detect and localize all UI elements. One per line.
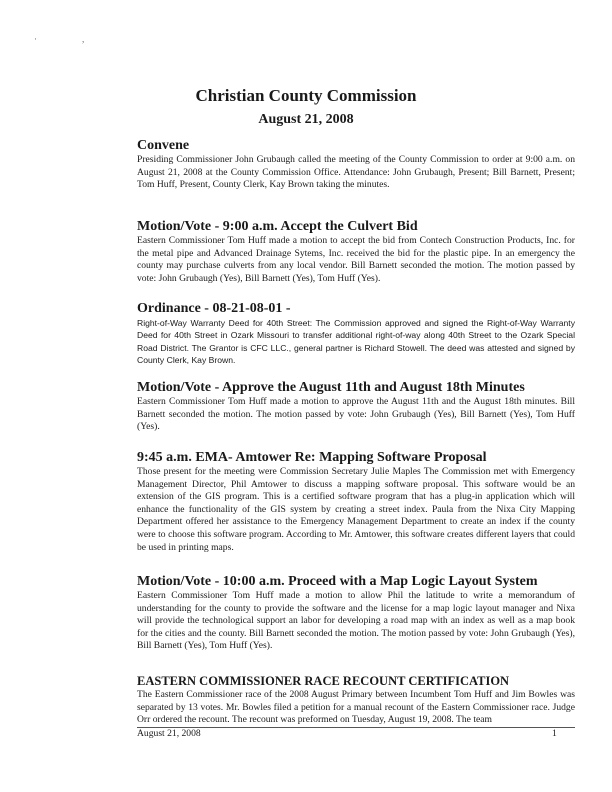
section-body: Eastern Commissioner Tom Huff made a motion to approve the August 11th and the August 18th minutes. Bill Barnett seconded the motion. The motion passed by vote: John Grubaugh (Yes), Bill Barnett (Yes), Tom Huff (Yes). <box>137 396 575 433</box>
section-mapping-software <box>137 450 575 554</box>
section-body: Those present for the meeting were Commission Secretary Julie Maples The Commission met with Emergency Management Director, Phil Amtower to discuss a mapping software proposal. This software would be an extension of the GIS program. This is a certified software program that has a plug-in application which will enhance the functionality of the GIS system by creating a street index. Paula from the Nixa City Mapping Department offered her assistance to the Emergency Management Department to create an index if the county were to choose this software program. According to Mr. Amtower, this software creates different layers that could be used in printing maps. <box>137 466 575 553</box>
section-body: Eastern Commissioner Tom Huff made a motion to accept the bid from Contech Construction Products, Inc. for the metal pipe and Advanced Drainage Sytems, Inc. received the bid for the plastic pipe. In an emergency the county may purchase culverts from any local vendor. Bill Barnett seconded the motion. The motion passed by vote: John Grubaugh (Yes), Bill Barnett (Yes), Tom Huff (Yes). <box>137 235 575 284</box>
document-date: August 21, 2008 <box>258 112 354 127</box>
section-heading: Motion/Vote - 9:00 a.m. Accept the Culvert Bid <box>137 219 418 234</box>
section-culvert-bid <box>137 219 575 285</box>
scan-specks: · , <box>34 34 85 44</box>
section-body: Eastern Commissioner Tom Huff made a motion to allow Phil the latitude to write a memorandum of understanding for the county to provide the software and the license for a map logic layout manager and Nixa will provide the technological support an labor for developing a road map with an index as well as a map book for the cities and the county. Bill Barnett seconded the motion. The motion passed by vote: John Grubaugh (Yes), Bill Barnett (Yes), Tom Huff (Yes). <box>137 590 575 652</box>
footer-date: August 21, 2008 <box>137 728 201 739</box>
section-heading: Convene <box>137 138 190 153</box>
section-heading: 9:45 a.m. EMA- Amtower Re: Mapping Software Proposal <box>137 450 487 465</box>
section-approve-minutes <box>137 380 575 434</box>
section-heading: Motion/Vote - 10:00 a.m. Proceed with a Map Logic Layout System <box>137 574 538 589</box>
page-number: 1 <box>552 728 557 739</box>
section-heading: Motion/Vote - Approve the August 11th and August 18th Minutes <box>137 380 525 395</box>
section-body: Right-of-Way Warranty Deed for 40th Street: The Commission approved and signed the Right-of-Way Warranty Deed for 40th Street in Ozark Missouri to transfer additional right-of-way along 40th Street to the Ozark Special Road District. The Grantor is CFC LLC., general partner is Richard Stowell. The deed was attested and signed by County Clerk, Kay Brown. <box>137 318 575 366</box>
section-body: Presiding Commissioner John Grubaugh called the meeting of the County Commission to order at 9:00 a.m. on August 21, 2008 at the County Commission Office. Attendance: John Grubaugh, Present; Bill Barnett, Present; Tom Huff, Present, County Clerk, Kay Brown taking the minutes. <box>137 154 575 191</box>
section-recount-certification <box>137 673 575 727</box>
section-ordinance <box>137 301 575 367</box>
section-heading: Ordinance - 08-21-08-01 - <box>137 301 291 316</box>
document-title: Christian County Commission <box>195 86 417 105</box>
footer-divider <box>137 727 575 728</box>
section-heading: EASTERN COMMISSIONER RACE RECOUNT CERTIFICATION <box>137 674 510 688</box>
section-map-logic <box>137 574 575 653</box>
section-body: The Eastern Commissioner race of the 2008 August Primary between Incumbent Tom Huff and Jim Bowles was separated by 13 votes. Mr. Bowles filed a petition for a manual recount of the Eastern Commissioner race. Judge Orr ordered the recount. The recount was preformed on Tuesday, August 19, 2008. The team <box>137 689 575 726</box>
section-convene <box>137 138 575 192</box>
